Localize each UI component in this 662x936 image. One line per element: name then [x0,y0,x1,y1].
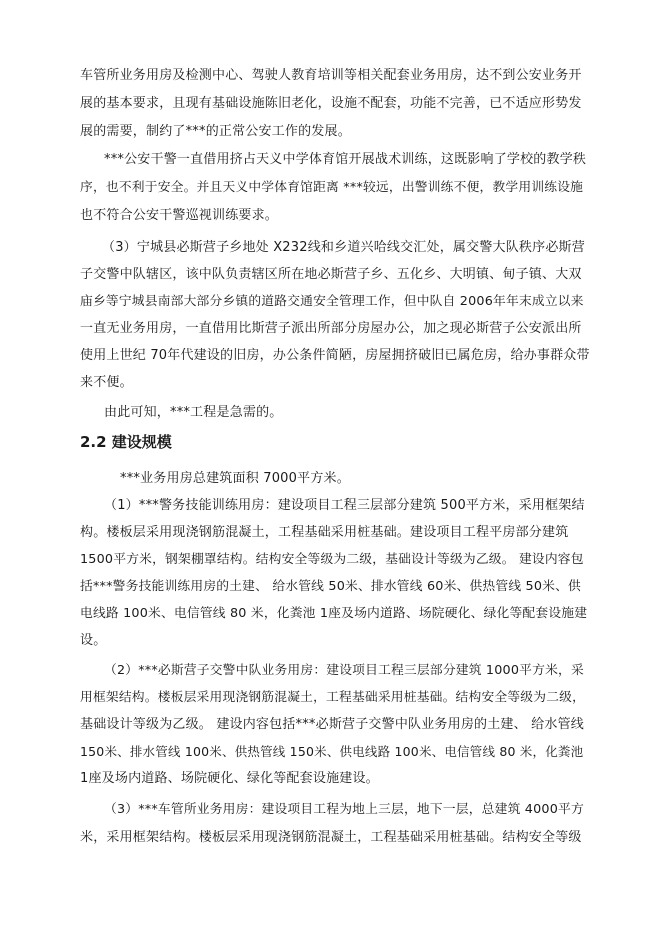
paragraph-line: 1500平方米，钢架棚罩结构。结构安全等级为二级，基础设计等级为乙级。 建设内容包 [80,552,584,567]
paragraph-line: 米，采用框架结构。楼板层采用现浇钢筋混凝土，工程基础采用桩基础。结构安全等级 [80,830,582,845]
paragraph-line: 使用上世纪 70年代建设的旧房，办公条件简陋，房屋拥挤破旧已属危房，给办事群众带 [80,348,590,363]
paragraph-line: 展的需要，制约了***的正常公安工作的发展。 [80,124,351,139]
section-heading: 2.2 建设规模 [80,433,172,451]
paragraph-line: 1座及场内道路、场院硬化、绿化等配套设施建设。 [80,771,379,786]
paragraph-line: 设。 [80,633,107,648]
paragraph-line: 庙乡等宁城县南部大部分乡镇的道路交通安全管理工作，但中队自 2006年年末成立以来 [80,294,584,309]
paragraph-line: 序，也不利于安全。并且天义中学体育馆距离 ***较远，出警训练不便，教学用训练设施 [80,180,584,195]
paragraph-line: （3）***车管所业务用房：建设项目工程为地上三层，地下一层，总建筑 4000平方 [104,802,584,817]
paragraph-line: 150米、排水管线 100米、供热管线 150米、供电线路 100米、电信管线 80 米，化粪池 [80,744,584,759]
paragraph-line: 基础设计等级为乙级。 建设内容包括***必斯营子交警中队业务用房的土建、 给水管线 [80,717,584,732]
paragraph-line: 车管所业务用房及检测中心、驾驶人教育培训等相关配套业务用房，达不到公安业务开 [80,68,582,83]
paragraph-line: 电线路 100米、电信管线 80 米，化粪池 1座及场内道路、场院硬化、绿化等配套设施建 [80,606,588,621]
paragraph-line: 也不符合公安干警巡视训练要求。 [80,208,279,223]
paragraph-line: （1）***警务技能训练用房：建设项目工程三层部分建筑 500平方米，采用框架结 [104,498,585,513]
paragraph-line: 一直无业务用房，一直借用比斯营子派出所部分房屋办公，加之现必斯营子公安派出所 [80,321,582,336]
paragraph-line: 子交警中队辖区，该中队负责辖区所在地必斯营子乡、五化乡、大明镇、甸子镇、大双 [80,267,582,282]
paragraph-line: 构。楼板层采用现浇钢筋混凝土，工程基础采用桩基础。建设项目工程平房部分建筑 [80,525,569,540]
paragraph-line: （3）宁城县必斯营子乡地处 X232线和乡道兴哈线交汇处，属交警大队秩序必斯营 [102,240,585,255]
paragraph-line: 用框架结构。楼板层采用现浇钢筋混凝土，工程基础采用桩基础。结构安全等级为二级， [80,690,586,705]
paragraph-line: 由此可知，***工程是急需的。 [104,405,283,420]
paragraph-line: ***业务用房总建筑面积 7000平方米。 [120,471,350,486]
paragraph-line: （2）***必斯营子交警中队业务用房：建设项目工程三层部分建筑 1000平方米，采 [104,663,584,678]
paragraph-line: 展的基本要求，且现有基础设施陈旧老化，设施不配套，功能不完善，已不适应形势发 [80,96,582,111]
paragraph-line: 括***警务技能训练用房的土建、 给水管线 50米、排水管线 60米、供热管线 50米、供 [80,579,582,594]
paragraph-line: 来不便。 [80,375,133,390]
paragraph-line: ***公安干警一直借用挤占天义中学体育馆开展战术训练，这既影响了学校的教学秩 [104,152,587,167]
